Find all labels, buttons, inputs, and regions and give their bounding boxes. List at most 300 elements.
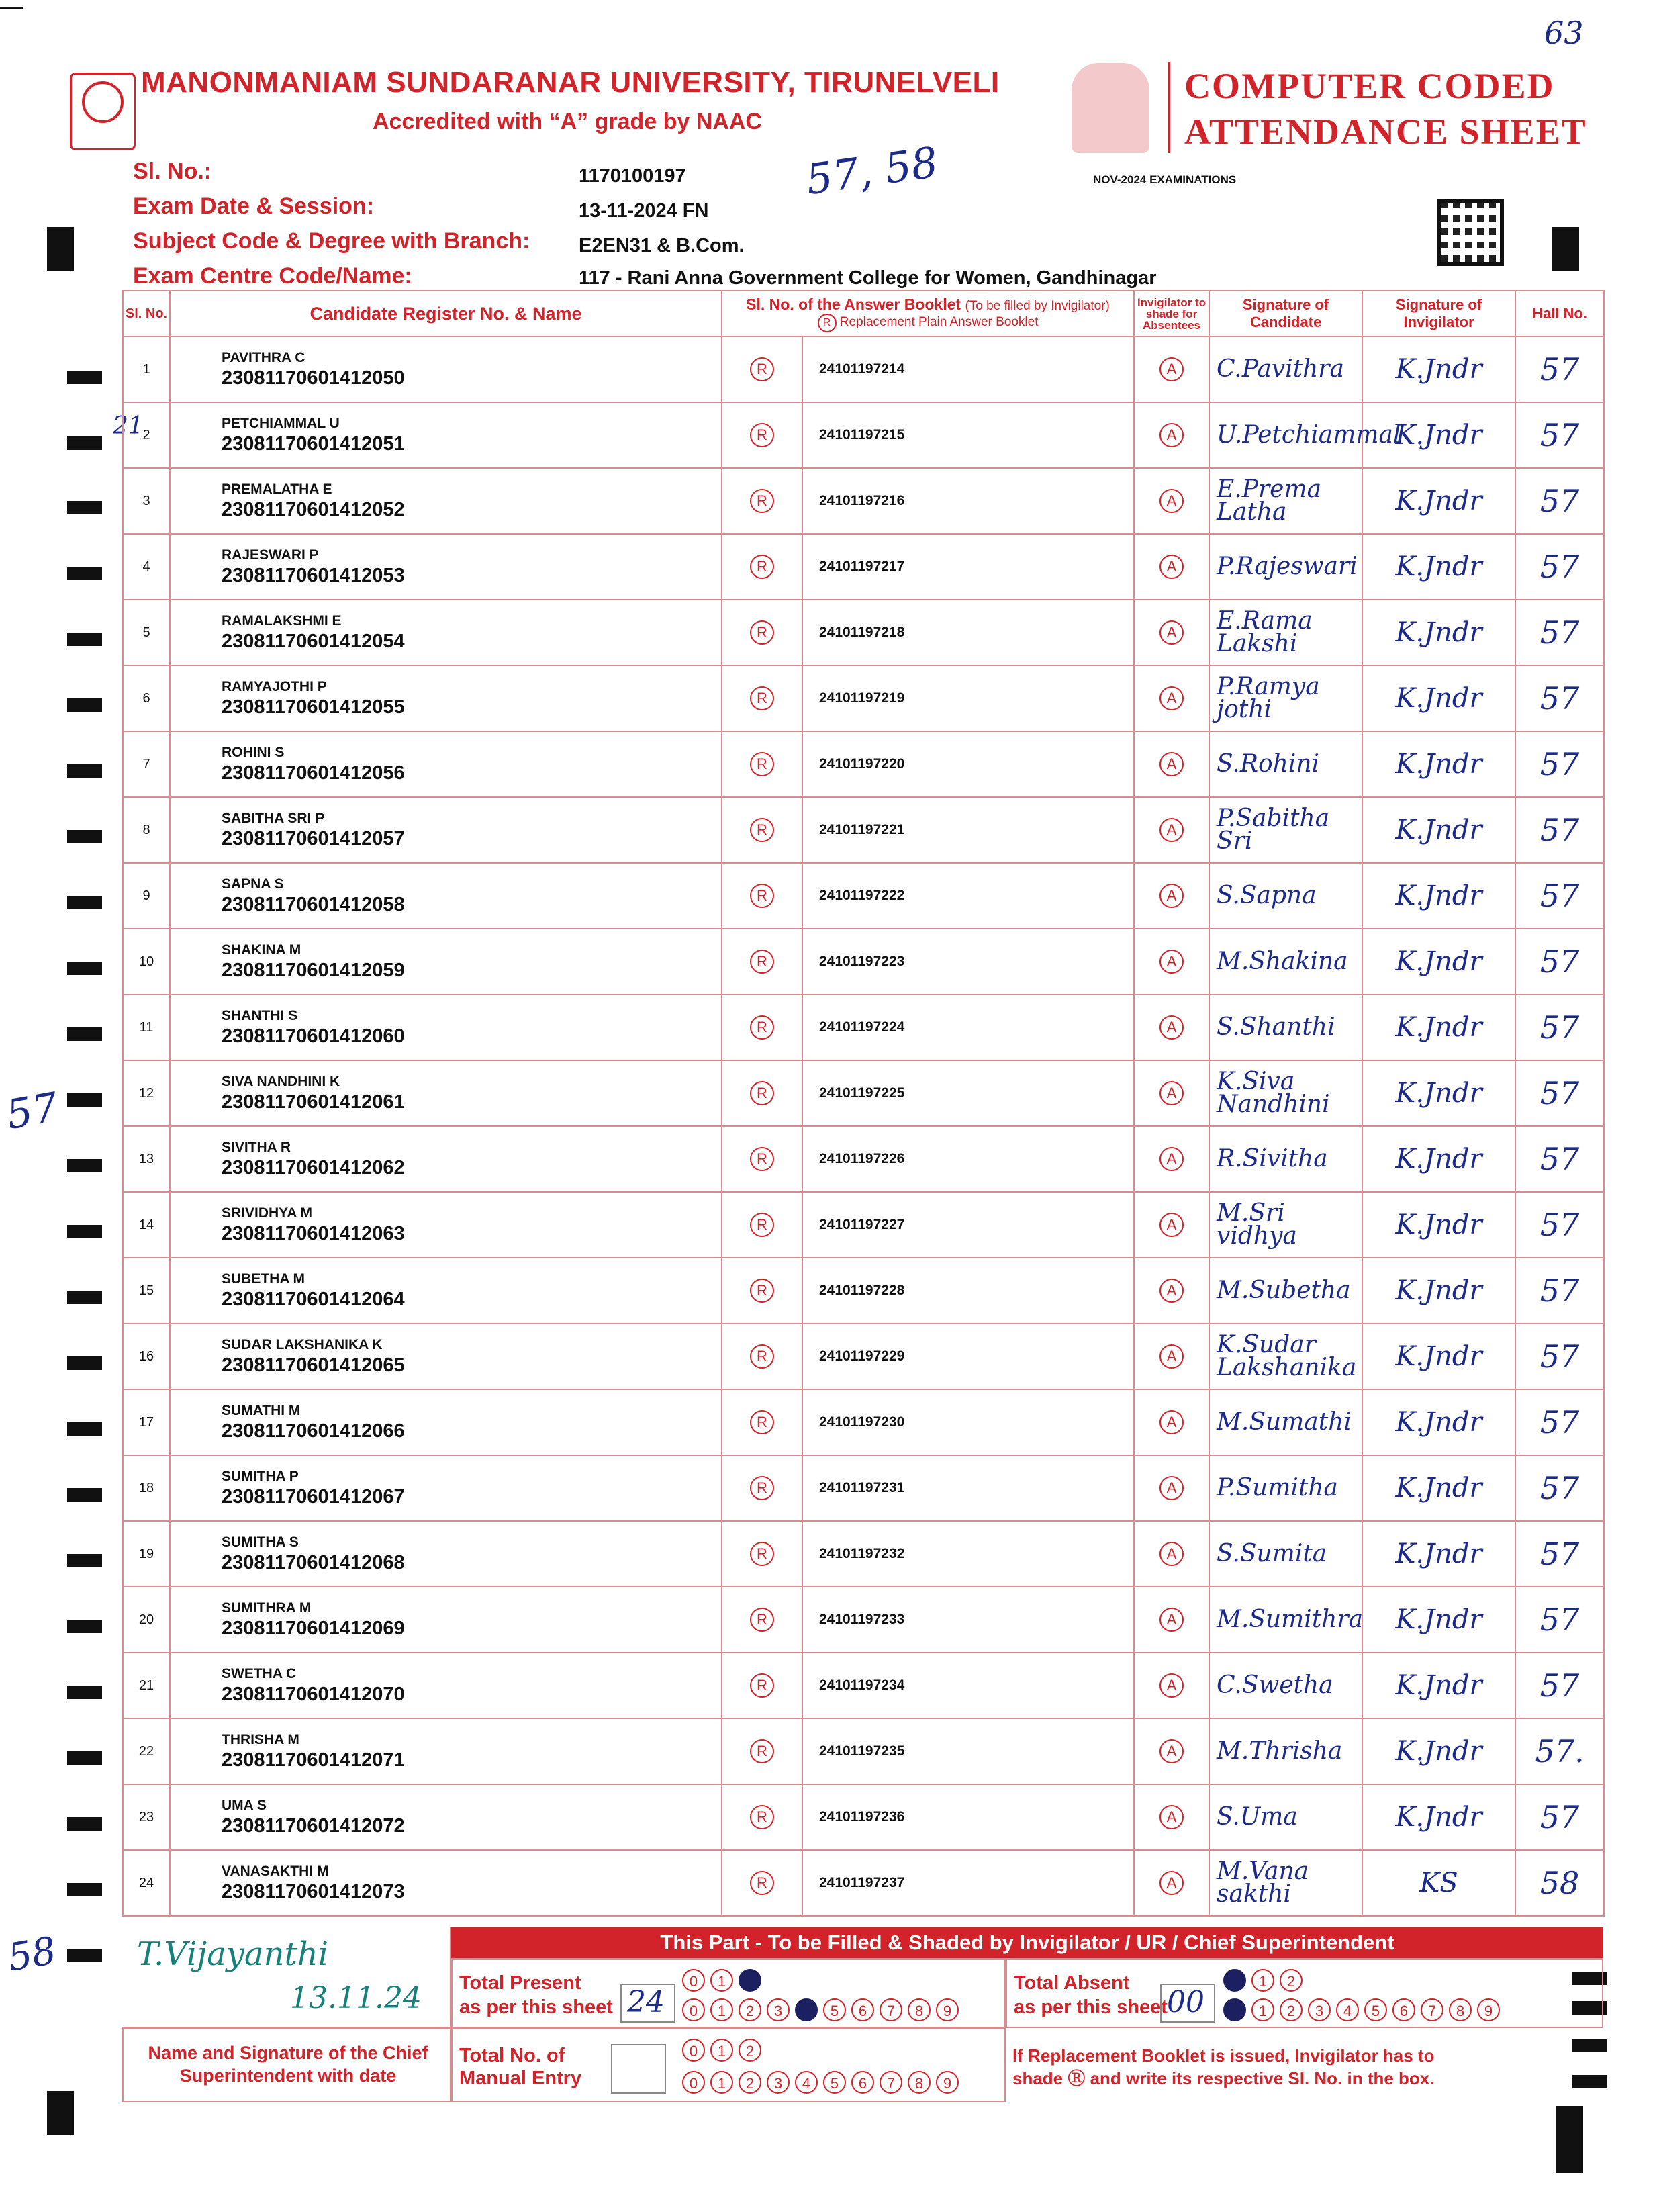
attendance-table: [122, 290, 1605, 1917]
candidate-signature: S.Uma: [1209, 1784, 1362, 1850]
candidate-name: SIVITHA R: [222, 1139, 291, 1155]
booklet-no: 24101197231: [802, 1455, 1134, 1521]
candidate-register-no: 23081170601412068: [222, 1551, 405, 1573]
absentee-bubble[interactable]: A: [1159, 1410, 1184, 1434]
candidate-register-no: 23081170601412056: [222, 762, 405, 784]
candidate-signature: M.Sumathi: [1209, 1389, 1362, 1455]
digit-bubble[interactable]: 6: [851, 1998, 874, 2021]
invigilator-signature: K.Jndr: [1362, 336, 1515, 402]
table-row: [123, 1455, 1604, 1521]
absentee-bubble[interactable]: A: [1159, 818, 1184, 842]
row-sl: 17: [123, 1389, 170, 1455]
candidate-signature: M.Sri vidhya: [1209, 1192, 1362, 1258]
invigilator-signature: K.Jndr: [1362, 929, 1515, 995]
candidate-cell: [170, 1784, 722, 1850]
candidate-name: PREMALATHA E: [222, 481, 332, 497]
row-sl: 23: [123, 1784, 170, 1850]
replacement-bubble[interactable]: R: [750, 1542, 774, 1566]
table-row: [123, 1060, 1604, 1126]
digit-bubble[interactable]: 7: [1421, 1998, 1443, 2021]
row-sl: 22: [123, 1718, 170, 1784]
candidate-register-no: 23081170601412070: [222, 1683, 405, 1705]
row-sl: 14: [123, 1192, 170, 1258]
candidate-register-no: 23081170601412063: [222, 1222, 405, 1244]
absentee-bubble[interactable]: A: [1159, 1542, 1184, 1566]
replacement-cell: [722, 1126, 802, 1192]
hall-no: 57: [1515, 1587, 1604, 1653]
digit-bubble[interactable]: 2: [1280, 1998, 1303, 2021]
replacement-bubble[interactable]: R: [750, 423, 774, 447]
chief-label: Name and Signature of the Chief Superintendent with date: [148, 2043, 428, 2086]
invigilator-signature: K.Jndr: [1362, 402, 1515, 468]
candidate-cell: [170, 1258, 722, 1324]
table-row: [123, 1784, 1604, 1850]
candidate-register-no: 23081170601412069: [222, 1617, 405, 1639]
digit-bubble[interactable]: [795, 1998, 818, 2021]
candidate-signature: S.Rohini: [1209, 731, 1362, 797]
replacement-bubble[interactable]: R: [750, 489, 774, 513]
candidate-register-no: 23081170601412058: [222, 893, 405, 915]
table-row: [123, 1718, 1604, 1784]
row-sl: 3: [123, 468, 170, 534]
corner-mark: [0, 7, 23, 9]
hall-no: 57: [1515, 1784, 1604, 1850]
absentee-bubble[interactable]: A: [1159, 1081, 1184, 1105]
absentee-bubble[interactable]: A: [1159, 489, 1184, 513]
row-sl: 6: [123, 665, 170, 731]
digit-bubble[interactable]: 1: [710, 2071, 733, 2094]
absentee-cell: [1134, 1455, 1209, 1521]
hall-no: 57: [1515, 1455, 1604, 1521]
row-marker: [67, 1159, 102, 1172]
absentee-bubble[interactable]: A: [1159, 423, 1184, 447]
candidate-register-no: 23081170601412050: [222, 367, 405, 389]
total-present-units[interactable]: [682, 1998, 959, 2021]
absentee-bubble[interactable]: A: [1159, 686, 1184, 710]
candidate-name: PAVITHRA C: [222, 349, 305, 365]
absentee-cell: [1134, 534, 1209, 600]
booklet-no: 24101197224: [802, 995, 1134, 1060]
digit-bubble[interactable]: 6: [1392, 1998, 1415, 2021]
candidate-cell: [170, 336, 722, 402]
total-absent-entry[interactable]: 00: [1160, 1984, 1215, 2023]
candidate-signature: M.Vana sakthi: [1209, 1850, 1362, 1916]
handwritten-hall-note: 57, 58: [802, 137, 941, 205]
digit-bubble[interactable]: 5: [823, 1998, 846, 2021]
row-marker: [67, 633, 102, 646]
digit-bubble[interactable]: 8: [1449, 1998, 1472, 2021]
table-body: [123, 336, 1604, 1916]
replacement-bubble[interactable]: R: [750, 1279, 774, 1303]
booklet-no: 24101197221: [802, 797, 1134, 863]
replacement-bubble[interactable]: R: [750, 1410, 774, 1434]
chief-date: 13.11.24: [290, 1981, 422, 2015]
row-sl: 2: [123, 402, 170, 468]
candidate-cell: [170, 1587, 722, 1653]
row-sl: 8: [123, 797, 170, 863]
candidate-register-no: 23081170601412055: [222, 696, 405, 718]
replacement-cell: [722, 797, 802, 863]
digit-bubble[interactable]: 4: [795, 2071, 818, 2094]
exam-session-tag: NOV-2024 EXAMINATIONS: [1093, 173, 1237, 186]
candidate-cell: [170, 1653, 722, 1718]
university-logo: [70, 73, 136, 150]
hall-no: 57: [1515, 797, 1604, 863]
booklet-no: 24101197228: [802, 1258, 1134, 1324]
manual-label: Total No. of: [459, 2045, 565, 2066]
hall-no: 57: [1515, 995, 1604, 1060]
invigilator-signature: K.Jndr: [1362, 665, 1515, 731]
replacement-bubble[interactable]: R: [750, 1673, 774, 1698]
table-row: [123, 863, 1604, 929]
hall-no: 57: [1515, 929, 1604, 995]
booklet-no: 24101197214: [802, 336, 1134, 402]
absentee-bubble[interactable]: A: [1159, 1608, 1184, 1632]
booklet-no: 24101197215: [802, 402, 1134, 468]
founder-portrait: [1072, 63, 1149, 153]
absentee-bubble[interactable]: A: [1159, 1476, 1184, 1500]
absentee-bubble[interactable]: A: [1159, 1739, 1184, 1763]
replacement-cell: [722, 534, 802, 600]
table-row: [123, 1126, 1604, 1192]
candidate-name: SHAKINA M: [222, 941, 301, 958]
candidate-register-no: 23081170601412072: [222, 1814, 405, 1837]
replacement-cell: [722, 1850, 802, 1916]
invigilator-signature: K.Jndr: [1362, 1126, 1515, 1192]
candidate-signature: P.Rajeswari: [1209, 534, 1362, 600]
replacement-note-1: If Replacement Booklet is issued, Invigilator has to: [1012, 2045, 1435, 2066]
digit-bubble[interactable]: 3: [1308, 1998, 1331, 2021]
candidate-name: RAJESWARI P: [222, 547, 319, 563]
accreditation: Accredited with “A” grade by NAAC: [373, 109, 762, 134]
header-divider: [1168, 62, 1170, 153]
row-marker: [67, 371, 102, 384]
candidate-register-no: 23081170601412073: [222, 1880, 405, 1902]
row-sl: 9: [123, 863, 170, 929]
absentee-bubble[interactable]: A: [1159, 1805, 1184, 1829]
hall-no: 57: [1515, 1653, 1604, 1718]
replacement-bubble[interactable]: R: [750, 1213, 774, 1237]
table-header: [123, 291, 1604, 336]
replacement-bubble[interactable]: R: [750, 1015, 774, 1040]
absentee-cell: [1134, 1521, 1209, 1587]
booklet-no: 24101197219: [802, 665, 1134, 731]
candidate-register-no: 23081170601412052: [222, 498, 405, 520]
replacement-cell: [722, 600, 802, 665]
replacement-cell: [722, 1258, 802, 1324]
row-marker: [67, 962, 102, 975]
absentee-cell: [1134, 929, 1209, 995]
row-marker: [67, 1027, 102, 1041]
candidate-cell: [170, 1060, 722, 1126]
row-marker: [67, 436, 102, 450]
booklet-no: 24101197237: [802, 1850, 1134, 1916]
hall-no: 57: [1515, 1258, 1604, 1324]
table-row: [123, 600, 1604, 665]
hall-no: 57.: [1515, 1718, 1604, 1784]
absentee-cell: [1134, 1850, 1209, 1916]
hall-no: 57: [1515, 402, 1604, 468]
row-marker: [67, 501, 102, 514]
candidate-name: SUBETHA M: [222, 1271, 305, 1287]
booklet-no: 24101197222: [802, 863, 1134, 929]
row-sl: 15: [123, 1258, 170, 1324]
replacement-bubble[interactable]: R: [750, 1476, 774, 1500]
margin-note-row2: 21: [113, 412, 144, 440]
replacement-bubble[interactable]: R: [750, 686, 774, 710]
booklet-no: 24101197232: [802, 1521, 1134, 1587]
manual-entry-field[interactable]: [611, 2044, 666, 2094]
table-row: [123, 665, 1604, 731]
invigilator-signature: KS: [1362, 1850, 1515, 1916]
absentee-bubble[interactable]: A: [1159, 1871, 1184, 1895]
booklet-no: 24101197227: [802, 1192, 1134, 1258]
candidate-cell: [170, 402, 722, 468]
invigilator-signature: K.Jndr: [1362, 1389, 1515, 1455]
replacement-bubble[interactable]: R: [750, 620, 774, 645]
candidate-register-no: 23081170601412062: [222, 1156, 405, 1179]
digit-bubble[interactable]: [1223, 1969, 1246, 1992]
col-sig-candidate: Signature of Candidate: [1209, 291, 1362, 336]
replacement-cell: [722, 731, 802, 797]
absentee-bubble[interactable]: A: [1159, 620, 1184, 645]
row-marker: [67, 1817, 102, 1831]
row-marker: [67, 1620, 102, 1633]
replacement-bubble[interactable]: R: [750, 884, 774, 908]
digit-bubble[interactable]: 4: [1336, 1998, 1359, 2021]
absentee-bubble[interactable]: A: [1159, 884, 1184, 908]
hall-no: 57: [1515, 1521, 1604, 1587]
col-booklet: Sl. No. of the Answer Booklet (To be filled by Invigilator) R Replacement Plain Answer Booklet: [722, 291, 1134, 336]
qr-code: [1437, 199, 1504, 266]
candidate-cell: [170, 1324, 722, 1389]
replacement-bubble[interactable]: R: [750, 357, 774, 381]
manual-units[interactable]: [682, 2071, 959, 2094]
table-row: [123, 534, 1604, 600]
replacement-bubble[interactable]: R: [750, 1871, 774, 1895]
absentee-cell: [1134, 731, 1209, 797]
replacement-bubble[interactable]: R: [750, 1805, 774, 1829]
row-marker: [67, 1093, 102, 1107]
footer-band: This Part - To be Filled & Shaded by Invigilator / UR / Chief Superintendent: [451, 1927, 1603, 1958]
candidate-name: SUMATHI M: [222, 1402, 301, 1418]
absentee-cell: [1134, 1126, 1209, 1192]
total-present-box: [451, 1958, 1006, 2028]
university-name: MANONMANIAM SUNDARANAR UNIVERSITY, TIRUNELVELI: [141, 66, 1000, 99]
table-row: [123, 336, 1604, 402]
candidate-signature: P.Sumitha: [1209, 1455, 1362, 1521]
absentee-bubble[interactable]: A: [1159, 1015, 1184, 1040]
absentee-bubble[interactable]: A: [1159, 1344, 1184, 1369]
replacement-cell: [722, 1718, 802, 1784]
digit-bubble[interactable]: 0: [682, 1969, 705, 1992]
replacement-cell: [722, 995, 802, 1060]
digit-bubble[interactable]: 1: [1251, 1969, 1274, 1992]
absentee-bubble[interactable]: A: [1159, 357, 1184, 381]
digit-bubble[interactable]: 3: [767, 2071, 790, 2094]
candidate-name: SUMITHA S: [222, 1534, 299, 1550]
digit-bubble[interactable]: 1: [710, 2039, 733, 2062]
absentee-bubble[interactable]: A: [1159, 752, 1184, 776]
row-marker: [67, 896, 102, 909]
absentee-cell: [1134, 995, 1209, 1060]
candidate-signature: E.Prema Latha: [1209, 468, 1362, 534]
replacement-bubble[interactable]: R: [750, 1081, 774, 1105]
row-sl: 13: [123, 1126, 170, 1192]
replacement-bubble[interactable]: R: [750, 1344, 774, 1369]
digit-bubble[interactable]: 8: [908, 2071, 931, 2094]
digit-bubble[interactable]: 6: [851, 2071, 874, 2094]
absentee-cell: [1134, 797, 1209, 863]
margin-note-57: 57: [3, 1083, 62, 1140]
digit-bubble[interactable]: [739, 1969, 761, 1992]
row-marker: [67, 1356, 102, 1370]
replacement-bubble[interactable]: R: [750, 818, 774, 842]
replacement-bubble[interactable]: R: [750, 950, 774, 974]
replacement-cell: [722, 468, 802, 534]
col-candidate: Candidate Register No. & Name: [170, 291, 722, 336]
timing-block-left: [47, 227, 74, 271]
table-row: [123, 929, 1604, 995]
replacement-cell: [722, 1521, 802, 1587]
row-sl: 18: [123, 1455, 170, 1521]
digit-bubble[interactable]: 0: [682, 2039, 705, 2062]
replacement-bubble[interactable]: R: [750, 555, 774, 579]
invigilator-signature: K.Jndr: [1362, 1258, 1515, 1324]
manual-tens[interactable]: [682, 2039, 761, 2062]
absentee-bubble[interactable]: A: [1159, 1279, 1184, 1303]
replacement-cell: [722, 1324, 802, 1389]
invigilator-signature: K.Jndr: [1362, 600, 1515, 665]
replacement-cell: [722, 1060, 802, 1126]
table-row: [123, 468, 1604, 534]
timing-block-right: [1552, 227, 1579, 271]
candidate-signature: S.Sumita: [1209, 1521, 1362, 1587]
digit-bubble[interactable]: [1223, 1998, 1246, 2021]
digit-bubble[interactable]: 2: [739, 2071, 761, 2094]
replacement-bubble[interactable]: R: [750, 752, 774, 776]
digit-bubble[interactable]: 3: [767, 1998, 790, 2021]
hall-no: 58: [1515, 1850, 1604, 1916]
absentee-bubble[interactable]: A: [1159, 555, 1184, 579]
digit-bubble[interactable]: 1: [710, 1969, 733, 1992]
replacement-bubble[interactable]: R: [750, 1739, 774, 1763]
absentee-cell: [1134, 402, 1209, 468]
booklet-no: 24101197217: [802, 534, 1134, 600]
digit-bubble[interactable]: 1: [1251, 1998, 1274, 2021]
booklet-no: 24101197218: [802, 600, 1134, 665]
row-marker: [67, 1422, 102, 1436]
hall-no: 57: [1515, 600, 1604, 665]
page-number: 63: [1544, 15, 1584, 51]
invigilator-signature: K.Jndr: [1362, 1324, 1515, 1389]
candidate-name: SIVA NANDHINI K: [222, 1073, 340, 1089]
digit-bubble[interactable]: 2: [739, 2039, 761, 2062]
absentee-cell: [1134, 600, 1209, 665]
absentee-cell: [1134, 1324, 1209, 1389]
candidate-cell: [170, 468, 722, 534]
sl-no-label: Sl. No.:: [133, 158, 212, 184]
candidate-signature: P.Sabitha Sri: [1209, 797, 1362, 863]
replacement-cell: [722, 1784, 802, 1850]
total-present-tens[interactable]: [682, 1969, 761, 1992]
col-hall: Hall No.: [1515, 291, 1604, 336]
row-sl: 19: [123, 1521, 170, 1587]
invigilator-signature: K.Jndr: [1362, 1587, 1515, 1653]
row-sl: 1: [123, 336, 170, 402]
digit-bubble[interactable]: 5: [1364, 1998, 1387, 2021]
row-marker: [67, 1554, 102, 1567]
candidate-signature: M.Shakina: [1209, 929, 1362, 995]
absentee-bubble[interactable]: A: [1159, 1147, 1184, 1171]
absentee-bubble[interactable]: A: [1159, 1673, 1184, 1698]
invigilator-signature: K.Jndr: [1362, 1653, 1515, 1718]
row-marker: [67, 567, 102, 580]
digit-bubble[interactable]: 1: [710, 1998, 733, 2021]
candidate-name: SUDAR LAKSHANIKA K: [222, 1336, 383, 1352]
replacement-bubble[interactable]: R: [750, 1608, 774, 1632]
replacement-cell: [722, 929, 802, 995]
digit-bubble[interactable]: 8: [908, 1998, 931, 2021]
candidate-register-no: 23081170601412059: [222, 959, 405, 981]
hall-no: 57: [1515, 468, 1604, 534]
candidate-name: RAMYAJOTHI P: [222, 678, 327, 694]
margin-note-58: 58: [4, 1929, 60, 1980]
col-sig-invigilator: Signature of Invigilator: [1362, 291, 1515, 336]
candidate-cell: [170, 665, 722, 731]
candidate-register-no: 23081170601412057: [222, 827, 405, 849]
hall-no: 57: [1515, 1126, 1604, 1192]
digit-bubble[interactable]: 9: [936, 1998, 959, 2021]
replacement-cell: [722, 863, 802, 929]
candidate-signature: S.Shanthi: [1209, 995, 1362, 1060]
invigilator-signature: K.Jndr: [1362, 863, 1515, 929]
absentee-bubble[interactable]: A: [1159, 1213, 1184, 1237]
total-present-entry[interactable]: 24: [620, 1984, 675, 2023]
table-row: [123, 1192, 1604, 1258]
candidate-name: PETCHIAMMAL U: [222, 415, 340, 431]
total-absent-tens[interactable]: [1223, 1969, 1303, 1992]
candidate-name: SABITHA SRI P: [222, 810, 325, 826]
row-marker: [67, 1883, 102, 1896]
replacement-cell: [722, 1389, 802, 1455]
digit-bubble[interactable]: 7: [880, 1998, 902, 2021]
invigilator-signature: K.Jndr: [1362, 1784, 1515, 1850]
table-row: [123, 995, 1604, 1060]
absentee-bubble[interactable]: A: [1159, 950, 1184, 974]
candidate-name: THRISHA M: [222, 1731, 299, 1747]
chief-label-box: [122, 2028, 451, 2102]
digit-bubble[interactable]: 0: [682, 2071, 705, 2094]
booklet-no: 24101197236: [802, 1784, 1134, 1850]
candidate-register-no: 23081170601412065: [222, 1354, 405, 1376]
invigilator-signature: K.Jndr: [1362, 731, 1515, 797]
hall-no: 57: [1515, 1192, 1604, 1258]
digit-bubble[interactable]: 9: [936, 2071, 959, 2094]
digit-bubble[interactable]: 0: [682, 1998, 705, 2021]
total-absent-units[interactable]: [1223, 1998, 1500, 2021]
digit-bubble[interactable]: 9: [1477, 1998, 1500, 2021]
digit-bubble[interactable]: 5: [823, 2071, 846, 2094]
row-sl: 4: [123, 534, 170, 600]
digit-bubble[interactable]: 7: [880, 2071, 902, 2094]
digit-bubble[interactable]: 2: [1280, 1969, 1303, 1992]
digit-bubble[interactable]: 2: [739, 1998, 761, 2021]
centre-value: 117 - Rani Anna Government College for Women, Gandhinagar: [579, 267, 1157, 289]
replacement-bubble[interactable]: R: [750, 1147, 774, 1171]
row-sl: 24: [123, 1850, 170, 1916]
candidate-register-no: 23081170601412053: [222, 564, 405, 586]
